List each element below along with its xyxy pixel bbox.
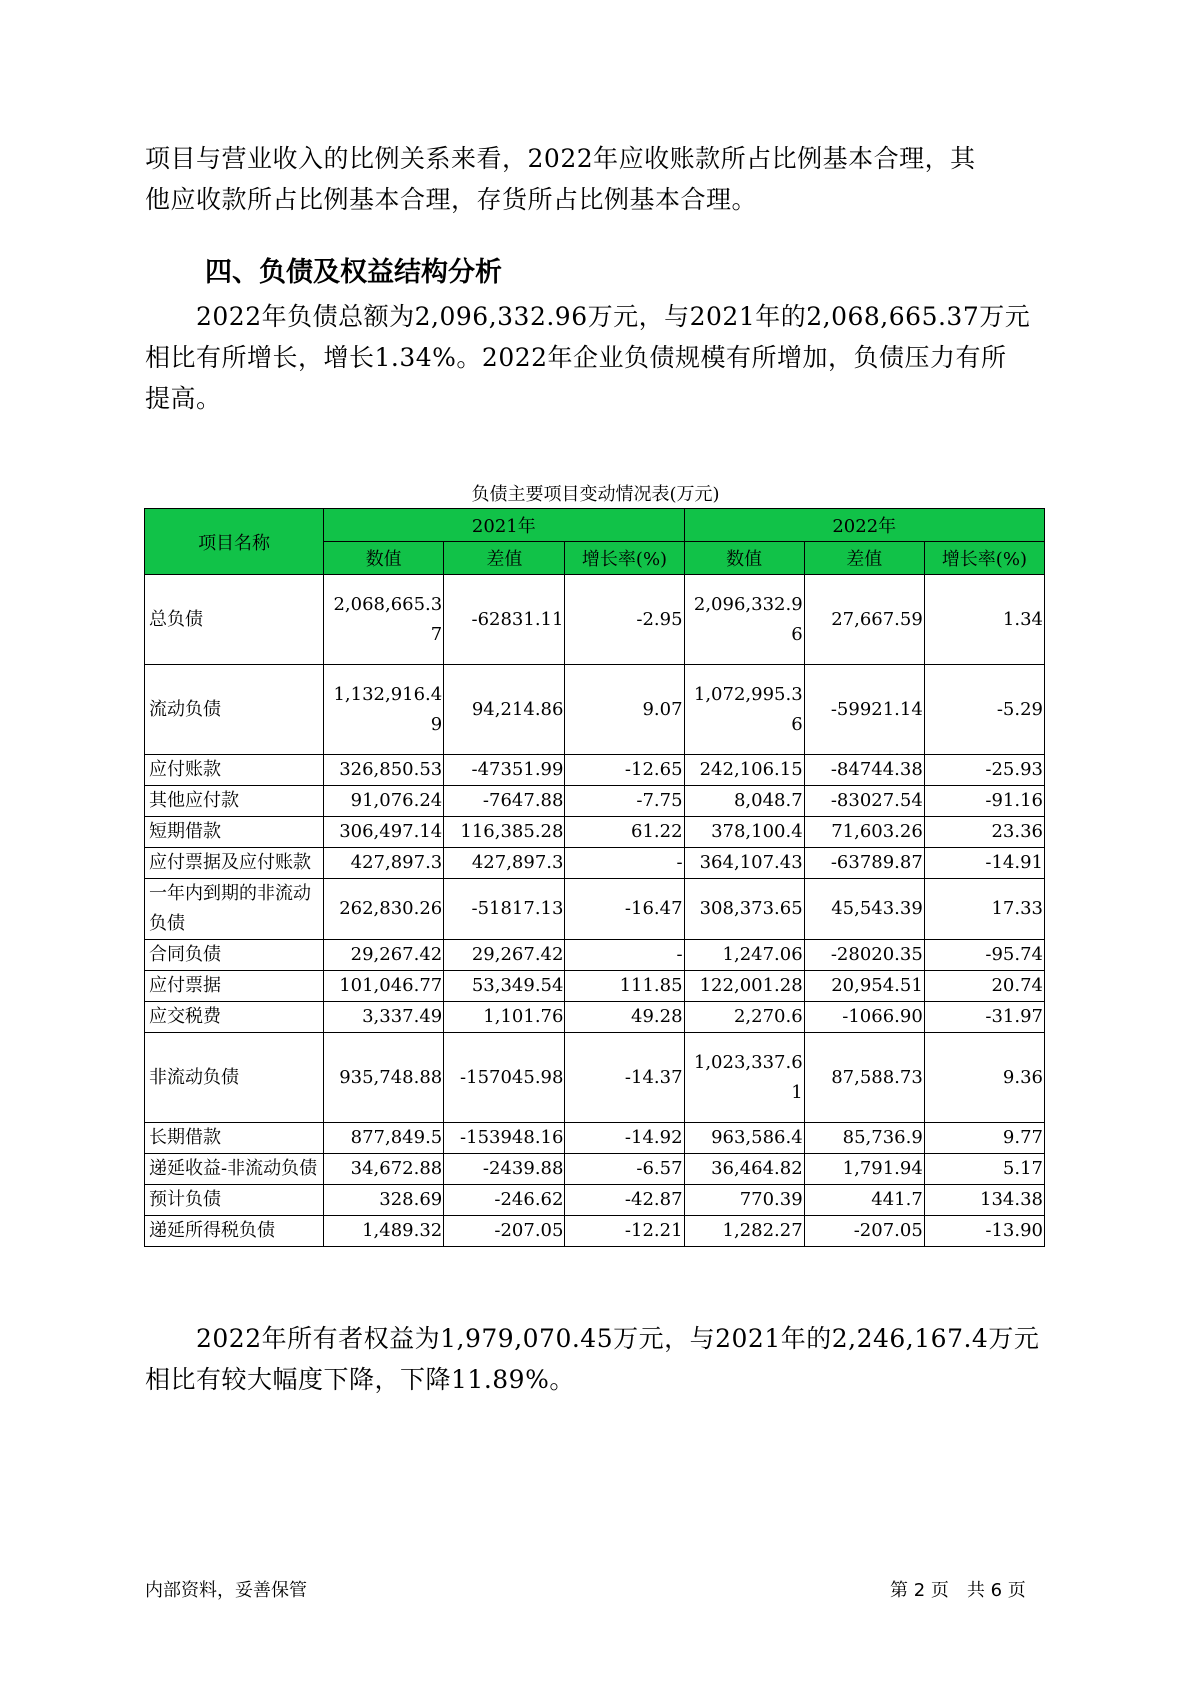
row-cell-r22: -31.97	[924, 1002, 1044, 1033]
row-cell-r22: 9.36	[924, 1033, 1044, 1123]
row-cell-v22: 8,048.7	[684, 786, 804, 817]
row-cell-r22: -95.74	[924, 940, 1044, 971]
row-cell-d21: 427,897.3	[444, 848, 565, 879]
row-item-name: 应付账款	[145, 755, 324, 786]
row-cell-v22: 378,100.4	[684, 817, 804, 848]
row-cell-v21: 1,489.32	[324, 1216, 444, 1247]
row-cell-d22: 71,603.26	[804, 817, 924, 848]
row-cell-d22: -63789.87	[804, 848, 924, 879]
row-cell-v22: 1,023,337.61	[684, 1033, 804, 1123]
row-cell-v22: 2,270.6	[684, 1002, 804, 1033]
table-row	[145, 848, 1045, 879]
row-cell-r21: -16.47	[565, 879, 684, 940]
row-cell-r21: 9.07	[565, 665, 684, 755]
row-cell-r21: -14.92	[565, 1123, 684, 1154]
row-cell-v22: 36,464.82	[684, 1154, 804, 1185]
row-cell-d22: 45,543.39	[804, 879, 924, 940]
row-cell-r22: 5.17	[924, 1154, 1044, 1185]
row-cell-v21: 91,076.24	[324, 786, 444, 817]
table-row	[145, 879, 1045, 940]
row-cell-v21: 3,337.49	[324, 1002, 444, 1033]
row-cell-d21: -246.62	[444, 1185, 565, 1216]
row-cell-d21: -153948.16	[444, 1123, 565, 1154]
intro-paragraph	[145, 138, 1045, 220]
row-cell-v22: 122,001.28	[684, 971, 804, 1002]
row-cell-d21: -2439.88	[444, 1154, 565, 1185]
row-cell-d21: 53,349.54	[444, 971, 565, 1002]
table-row	[145, 1123, 1045, 1154]
row-cell-d22: 85,736.9	[804, 1123, 924, 1154]
table-row	[145, 940, 1045, 971]
row-cell-d21: -62831.11	[444, 575, 565, 665]
row-item-name: 长期借款	[145, 1123, 324, 1154]
header-item-name: 项目名称	[145, 509, 324, 575]
row-cell-v22: 2,096,332.96	[684, 575, 804, 665]
table-row	[145, 1002, 1045, 1033]
row-cell-v21: 29,267.42	[324, 940, 444, 971]
row-cell-r22: -13.90	[924, 1216, 1044, 1247]
row-cell-d22: 27,667.59	[804, 575, 924, 665]
row-cell-d21: -207.05	[444, 1216, 565, 1247]
row-cell-r22: 20.74	[924, 971, 1044, 1002]
row-cell-d21: 1,101.76	[444, 1002, 565, 1033]
row-cell-d21: 94,214.86	[444, 665, 565, 755]
row-cell-v21: 328.69	[324, 1185, 444, 1216]
header-diff-2021: 差值	[444, 542, 565, 575]
row-item-name: 递延收益-非流动负债	[145, 1154, 324, 1185]
row-item-name: 应交税费	[145, 1002, 324, 1033]
row-cell-r21: -	[565, 940, 684, 971]
row-cell-r22: -14.91	[924, 848, 1044, 879]
table-row	[145, 1033, 1045, 1123]
row-cell-r21: 49.28	[565, 1002, 684, 1033]
table-caption: 负债主要项目变动情况表(万元)	[471, 484, 720, 505]
table-row	[145, 665, 1045, 755]
table-row	[145, 575, 1045, 665]
row-cell-r22: 17.33	[924, 879, 1044, 940]
footer-page-number: 第 2 页 共 6 页	[890, 1580, 1026, 1601]
row-cell-v22: 1,072,995.36	[684, 665, 804, 755]
table-row	[145, 817, 1045, 848]
liability-line-2: 相比有所增长，增长1.34%。2022年企业负债规模有所增加，负债压力有所	[145, 343, 1007, 372]
liability-table	[144, 508, 1045, 1247]
row-cell-r22: 9.77	[924, 1123, 1044, 1154]
table-row	[145, 971, 1045, 1002]
row-item-name: 应付票据	[145, 971, 324, 1002]
row-cell-d21: -51817.13	[444, 879, 565, 940]
table-row	[145, 1216, 1045, 1247]
row-cell-v21: 262,830.26	[324, 879, 444, 940]
row-item-name: 预计负债	[145, 1185, 324, 1216]
row-cell-r21: -42.87	[565, 1185, 684, 1216]
row-cell-v21: 935,748.88	[324, 1033, 444, 1123]
table-row	[145, 1185, 1045, 1216]
section-heading: 四、负债及权益结构分析	[205, 257, 502, 288]
row-cell-d22: -1066.90	[804, 1002, 924, 1033]
row-item-name: 总负债	[145, 575, 324, 665]
table-row	[145, 755, 1045, 786]
row-cell-d21: -157045.98	[444, 1033, 565, 1123]
row-item-name: 非流动负债	[145, 1033, 324, 1123]
row-cell-d22: 1,791.94	[804, 1154, 924, 1185]
row-cell-r21: -2.95	[565, 575, 684, 665]
liability-paragraph	[145, 296, 1045, 419]
row-cell-d22: -83027.54	[804, 786, 924, 817]
row-cell-r21: -	[565, 848, 684, 879]
row-cell-d22: -207.05	[804, 1216, 924, 1247]
equity-paragraph	[145, 1318, 1045, 1400]
row-cell-d21: 116,385.28	[444, 817, 565, 848]
row-item-name: 其他应付款	[145, 786, 324, 817]
header-diff-2022: 差值	[804, 542, 924, 575]
row-cell-r21: -6.57	[565, 1154, 684, 1185]
row-cell-r21: -12.21	[565, 1216, 684, 1247]
row-cell-v21: 306,497.14	[324, 817, 444, 848]
header-value-2022: 数值	[684, 542, 804, 575]
row-cell-v22: 1,247.06	[684, 940, 804, 971]
row-cell-d22: -59921.14	[804, 665, 924, 755]
row-item-name: 递延所得税负债	[145, 1216, 324, 1247]
row-cell-v21: 427,897.3	[324, 848, 444, 879]
row-cell-r21: -14.37	[565, 1033, 684, 1123]
row-cell-d21: -7647.88	[444, 786, 565, 817]
row-cell-r22: -5.29	[924, 665, 1044, 755]
row-cell-v22: 963,586.4	[684, 1123, 804, 1154]
header-year-2022: 2022年	[684, 509, 1044, 542]
row-cell-d21: -47351.99	[444, 755, 565, 786]
header-rate-2021: 增长率(%)	[565, 542, 684, 575]
row-cell-r21: -7.75	[565, 786, 684, 817]
intro-line-2: 他应收款所占比例基本合理，存货所占比例基本合理。	[145, 185, 758, 214]
row-cell-v21: 877,849.5	[324, 1123, 444, 1154]
table-body	[145, 575, 1045, 1247]
row-cell-r22: 134.38	[924, 1185, 1044, 1216]
table-row	[145, 786, 1045, 817]
row-cell-v22: 1,282.27	[684, 1216, 804, 1247]
row-cell-d22: 87,588.73	[804, 1033, 924, 1123]
row-cell-d22: 20,954.51	[804, 971, 924, 1002]
row-item-name: 流动负债	[145, 665, 324, 755]
row-cell-r22: -91.16	[924, 786, 1044, 817]
equity-line-1: 2022年所有者权益为1,979,070.45万元，与2021年的2,246,167.4万元	[145, 1324, 1040, 1353]
liability-line-1: 2022年负债总额为2,096,332.96万元，与2021年的2,068,665.37万元	[145, 302, 1031, 331]
row-cell-d21: 29,267.42	[444, 940, 565, 971]
row-cell-v22: 308,373.65	[684, 879, 804, 940]
row-cell-d22: -28020.35	[804, 940, 924, 971]
row-cell-r21: 61.22	[565, 817, 684, 848]
liability-line-3: 提高。	[145, 384, 222, 413]
row-cell-v21: 326,850.53	[324, 755, 444, 786]
row-cell-d22: 441.7	[804, 1185, 924, 1216]
row-cell-r22: 23.36	[924, 817, 1044, 848]
row-cell-r21: 111.85	[565, 971, 684, 1002]
header-rate-2022: 增长率(%)	[924, 542, 1044, 575]
table-row	[145, 1154, 1045, 1185]
row-cell-v22: 364,107.43	[684, 848, 804, 879]
row-cell-r22: -25.93	[924, 755, 1044, 786]
row-cell-r22: 1.34	[924, 575, 1044, 665]
row-cell-v21: 34,672.88	[324, 1154, 444, 1185]
row-cell-v22: 770.39	[684, 1185, 804, 1216]
header-value-2021: 数值	[324, 542, 444, 575]
row-item-name: 合同负债	[145, 940, 324, 971]
row-cell-v21: 1,132,916.49	[324, 665, 444, 755]
row-cell-r21: -12.65	[565, 755, 684, 786]
row-item-name: 应付票据及应付账款	[145, 848, 324, 879]
row-cell-v21: 101,046.77	[324, 971, 444, 1002]
intro-line-1: 项目与营业收入的比例关系来看，2022年应收账款所占比例基本合理，其	[145, 144, 976, 173]
row-cell-v22: 242,106.15	[684, 755, 804, 786]
header-year-2021: 2021年	[324, 509, 684, 542]
footer-confidential: 内部资料，妥善保管	[145, 1580, 307, 1601]
row-cell-d22: -84744.38	[804, 755, 924, 786]
row-item-name: 短期借款	[145, 817, 324, 848]
row-cell-v21: 2,068,665.37	[324, 575, 444, 665]
row-item-name: 一年内到期的非流动负债	[145, 879, 324, 940]
equity-line-2: 相比有较大幅度下降，下降11.89%。	[145, 1365, 575, 1394]
